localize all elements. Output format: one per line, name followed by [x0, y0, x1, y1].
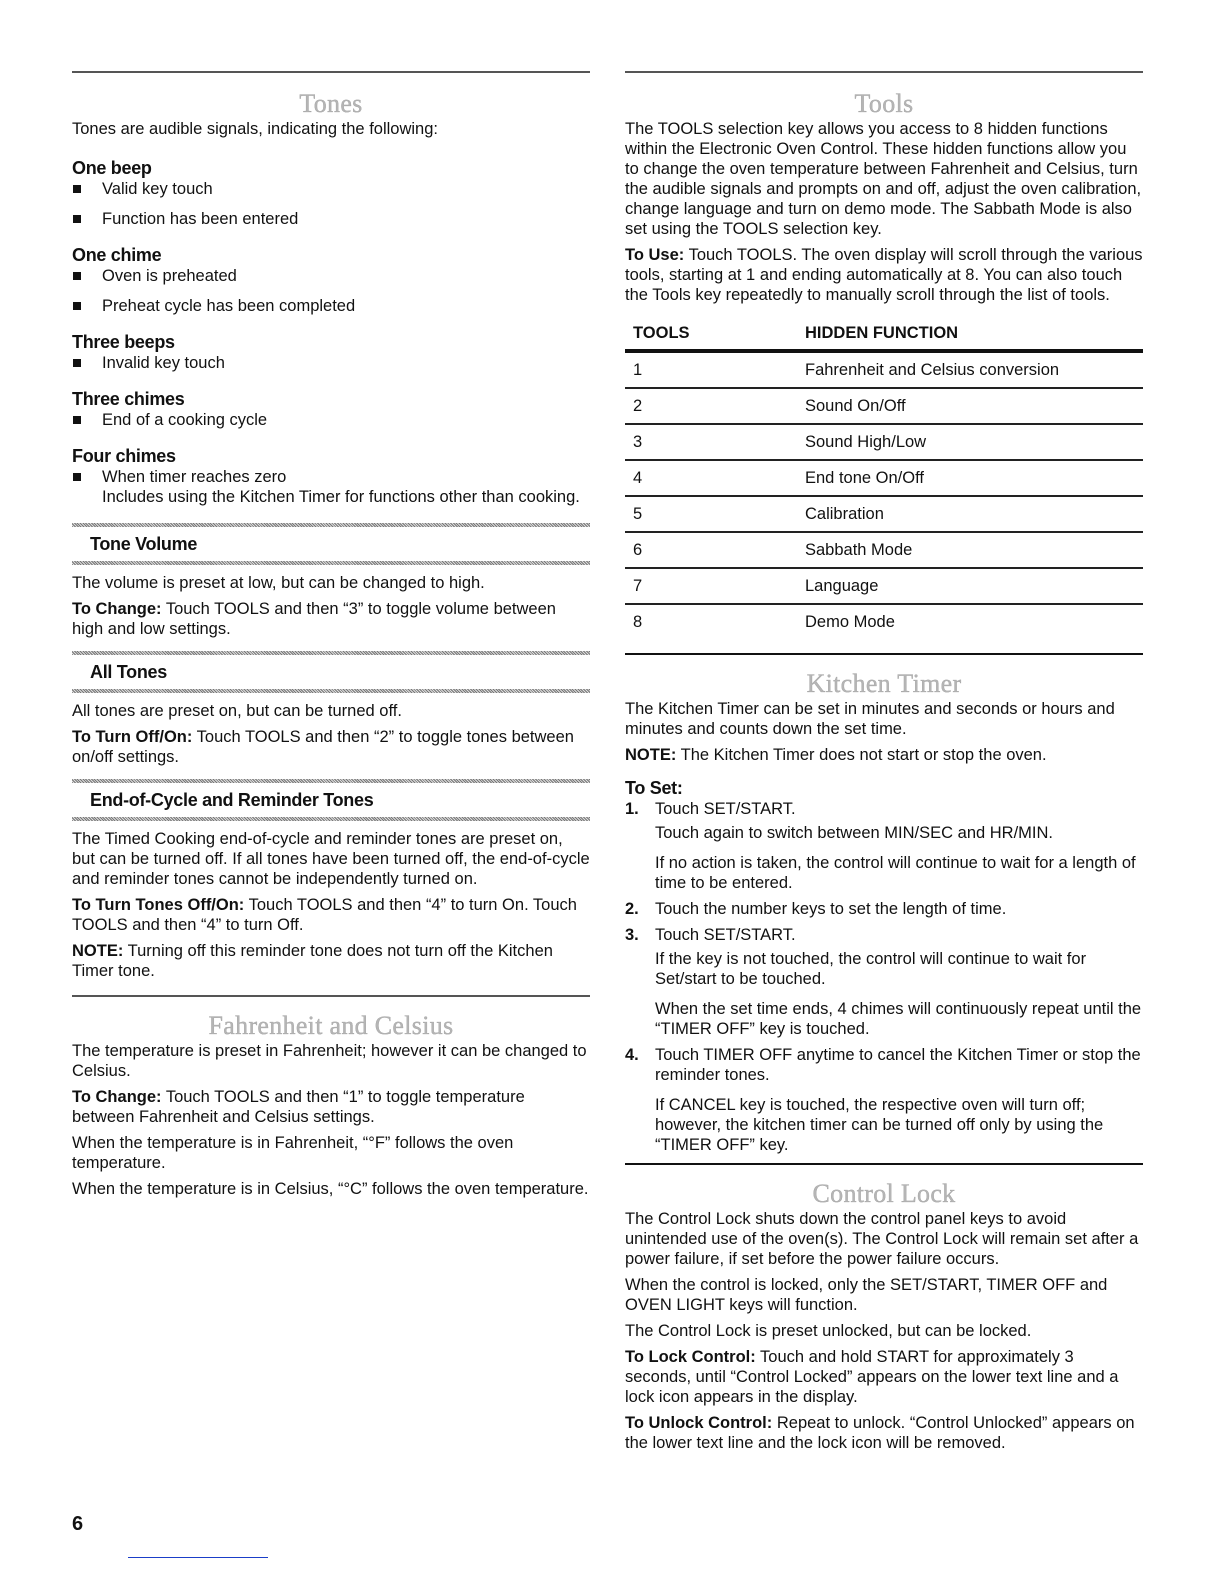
- subsection-heading: End-of-Cycle and Reminder Tones: [90, 790, 374, 810]
- list-item: When timer reaches zero Includes using the Kitchen Timer for functions other than cooking.: [72, 467, 590, 507]
- hatched-divider: [72, 561, 590, 565]
- table-row: 3 Sound High/Low: [625, 424, 1143, 460]
- hatched-divider: [72, 689, 590, 693]
- paragraph: All tones are preset on, but can be turned off.: [72, 702, 402, 720]
- bullet-square-icon: [73, 302, 81, 310]
- to-set-heading: To Set:: [625, 778, 683, 798]
- bullet-square-icon: [73, 416, 81, 424]
- bullet-list: [72, 410, 590, 430]
- table-row: 4 End tone On/Off: [625, 460, 1143, 496]
- hatched-divider: [72, 817, 590, 821]
- column-header: TOOLS: [625, 313, 797, 351]
- section-title-fahrenheit: Fahrenheit and Celsius: [208, 1011, 454, 1040]
- list-item: Oven is preheated: [72, 266, 590, 286]
- fahrenheit-celsius-section: [72, 1011, 590, 1199]
- step-item: 2. Touch the number keys to set the length of time.: [625, 900, 1007, 918]
- bullet-square-icon: [73, 215, 81, 223]
- paragraph: The volume is preset at low, but can be changed to high.: [72, 574, 485, 592]
- control-lock-section: [625, 1179, 1143, 1453]
- note: NOTE: The Kitchen Timer does not start or stop the oven.: [625, 746, 1047, 764]
- paragraph: When the control is locked, only the SET/START, TIMER OFF and OVEN LIGHT keys will function.: [625, 1276, 1108, 1314]
- table-row: 5 Calibration: [625, 496, 1143, 532]
- table-row: 2 Sound On/Off: [625, 388, 1143, 424]
- paragraph: The Control Lock is preset unlocked, but can be locked.: [625, 1322, 1032, 1340]
- paragraph: The TOOLS selection key allows you access to 8 hidden functions within the Electronic Oven Control. These hidden functions allow you to change the oven temperature between Fahrenheit and Celsius, turn the audible signals and prompts on and off, adjust the oven calibration, change language and turn on demo mode. The Sabbath Mode is also set using the TOOLS selection key.: [625, 120, 1142, 238]
- instruction: To Change: Touch TOOLS and then “1” to toggle temperature between Fahrenheit and Celsius settings.: [72, 1088, 525, 1126]
- divider: [625, 653, 1143, 655]
- divider: [72, 71, 590, 73]
- step-item: 1. Touch SET/START. Touch again to switch between MIN/SEC and HR/MIN. If no action is taken, the control will continue to wait for a length of time to be entered.: [625, 800, 1136, 892]
- bullet-square-icon: [73, 272, 81, 280]
- bullet-list: [72, 179, 590, 229]
- group-heading: One beep: [72, 158, 152, 178]
- bullet-square-icon: [73, 359, 81, 367]
- bullet-list: [72, 266, 590, 316]
- section-title-tools: Tools: [854, 89, 914, 118]
- instruction: To Turn Off/On: Touch TOOLS and then “2” to toggle tones between on/off settings.: [72, 728, 574, 766]
- section-title-kitchen-timer: Kitchen Timer: [806, 669, 962, 698]
- column-header: HIDDEN FUNCTION: [797, 313, 1143, 351]
- subsection-heading: All Tones: [90, 662, 167, 682]
- list-item: Valid key touch: [72, 179, 590, 199]
- paragraph: The Kitchen Timer can be set in minutes and seconds or hours and minutes and counts down the set time.: [625, 700, 1115, 738]
- divider: [625, 1163, 1143, 1165]
- table-row: 1 Fahrenheit and Celsius conversion: [625, 351, 1143, 388]
- page-number: 6: [72, 1513, 84, 1535]
- subsection-heading: Tone Volume: [90, 534, 198, 554]
- table-row: 8 Demo Mode: [633, 613, 895, 631]
- tone-volume-section: [72, 523, 590, 639]
- all-tones-section: [72, 651, 590, 767]
- section-title-control-lock: Control Lock: [812, 1179, 956, 1208]
- footer-link-underline[interactable]: [128, 1557, 268, 1558]
- table-row: 7 Language: [625, 568, 1143, 604]
- tones-section: [72, 89, 590, 507]
- paragraph: The Timed Cooking end-of-cycle and reminder tones are preset on, but can be turned off. If all tones have been turned off, the end-of-cycle and reminder tones cannot be independently turned on.: [72, 830, 590, 888]
- right-column: [625, 71, 1143, 1459]
- paragraph: The temperature is preset in Fahrenheit; however it can be changed to Celsius.: [72, 1042, 587, 1080]
- group-heading: Four chimes: [72, 446, 176, 466]
- tones-intro: Tones are audible signals, indicating the following:: [72, 120, 438, 138]
- bullet-list: [72, 353, 590, 373]
- bullet-list: [72, 467, 590, 507]
- instruction: To Lock Control: Touch and hold START for approximately 3 seconds, until “Control Locked” appears on the lower text line and a lock icon appears in the display.: [625, 1348, 1119, 1406]
- instruction: To Turn Tones Off/On: Touch TOOLS and then “4” to turn On. Touch TOOLS and then “4” to turn Off.: [72, 896, 577, 934]
- list-item: Invalid key touch: [72, 353, 590, 373]
- table-header-row: [625, 313, 1143, 351]
- table-row: 6 Sabbath Mode: [625, 532, 1143, 568]
- instruction: To Change: Touch TOOLS and then “3” to toggle volume between high and low settings.: [72, 600, 556, 638]
- bullet-square-icon: [73, 185, 81, 193]
- bullet-square-icon: [73, 473, 81, 481]
- step-item: 3. Touch SET/START. If the key is not touched, the control will continue to wait for Set/start to be touched. When the set time ends, 4 chimes will continuously repeat until the “TIMER OFF” key is touched.: [625, 926, 1142, 1038]
- group-heading: Three chimes: [72, 389, 185, 409]
- note: NOTE: Turning off this reminder tone does not turn off the Kitchen Timer tone.: [72, 942, 553, 980]
- instruction: To Use: Touch TOOLS. The oven display will scroll through the various tools, starting at 1 and ending automatically at 8. You can also touch the Tools key repeatedly to manually scroll through the list of tools.: [625, 246, 1143, 304]
- tools-section: [625, 89, 1143, 639]
- instruction: To Unlock Control: Repeat to unlock. “Control Unlocked” appears on the lower text line and the lock icon will be removed.: [625, 1414, 1135, 1452]
- group-heading: Three beeps: [72, 332, 175, 352]
- steps-list: [625, 799, 1143, 1155]
- list-item: Preheat cycle has been completed: [72, 296, 590, 316]
- group-heading: One chime: [72, 245, 162, 265]
- section-title-tones: Tones: [299, 89, 363, 118]
- left-column: [72, 71, 590, 1205]
- paragraph: When the temperature is in Fahrenheit, “°F” follows the oven temperature.: [72, 1134, 514, 1172]
- paragraph: When the temperature is in Celsius, “°C” follows the oven temperature.: [72, 1180, 589, 1198]
- list-item: Function has been entered: [72, 209, 590, 229]
- end-of-cycle-section: [72, 779, 590, 981]
- divider: [625, 71, 1143, 73]
- list-item: End of a cooking cycle: [72, 410, 590, 430]
- step-item: 4. Touch TIMER OFF anytime to cancel the Kitchen Timer or stop the reminder tones. If CANCEL key is touched, the respective oven will turn off; however, the kitchen timer can be turned off only by using the “TIMER OFF” key.: [625, 1046, 1141, 1154]
- paragraph: The Control Lock shuts down the control panel keys to avoid unintended use of the oven(s). The Control Lock will remain set after a power failure, if set before the power failure occurs.: [625, 1210, 1139, 1268]
- tools-table: [625, 311, 1143, 639]
- divider: [72, 995, 590, 997]
- kitchen-timer-section: [625, 669, 1143, 1155]
